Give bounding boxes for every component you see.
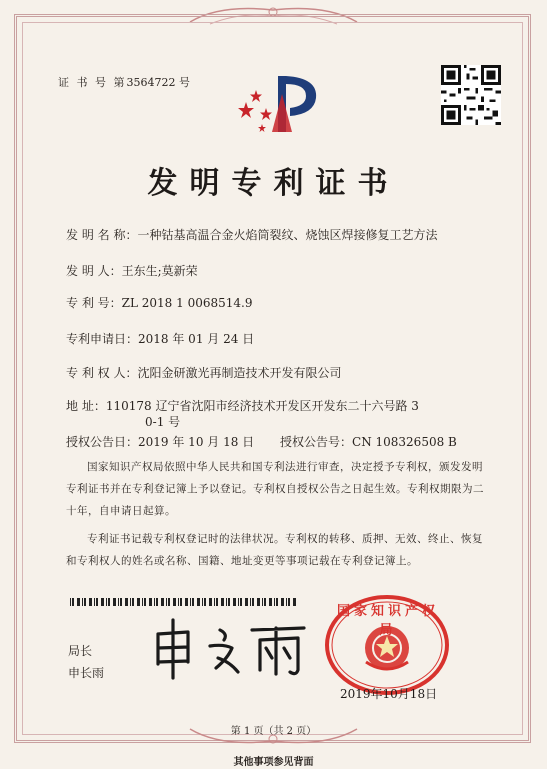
seal-text: 国家知识产权局	[336, 604, 439, 638]
field-value: 2019 年 10 月 18 日	[138, 435, 255, 449]
certificate-title: 发明专利证书	[147, 166, 400, 201]
signer-title: 局长	[68, 644, 93, 658]
field-label: 地 址：	[66, 399, 106, 413]
field-label: 专 利 号：	[66, 296, 122, 310]
body-paragraph-2: 专利证书记载专利权登记时的法律状况。专利权的转移、质押、无效、终止、恢复和专利权人的姓名或名称、国籍、地址变更等事项记载在专利登记簿上。	[66, 533, 483, 567]
cert-number-value: 3564722	[126, 76, 176, 89]
field-value: 一种钴基高温合金火焰筒裂纹、烧蚀区焊接修复工艺方法	[137, 228, 438, 242]
field-label: 专利申请日：	[66, 332, 139, 346]
field-address	[66, 397, 419, 414]
field-grant-date	[66, 433, 254, 450]
field-patentee	[66, 364, 341, 381]
field-label: 发 明 人：	[66, 264, 122, 278]
cert-number-label: 证 书 号 第	[58, 76, 127, 89]
field-application-date	[66, 330, 254, 347]
page-indicator: 第 1 页（共 2 页）	[230, 726, 317, 737]
field-value: ZL 2018 1 0068514.9	[121, 296, 253, 310]
footer-note: 其他事项参见背面	[233, 757, 314, 768]
bottom-ornament	[180, 723, 367, 749]
signer-name: 申长雨	[68, 666, 105, 680]
field-value: CN 108326508 B	[352, 435, 457, 449]
field-value: 沈阳金研激光再制造技术开发有限公司	[137, 366, 342, 380]
field-address-line2	[145, 413, 180, 430]
field-value: 2018 年 01 月 24 日	[138, 332, 255, 346]
seal-date: 2019年10月18日	[340, 687, 438, 701]
field-value: 王东生;莫新荣	[121, 264, 198, 278]
field-inventor	[66, 262, 198, 279]
certificate-number	[58, 74, 190, 90]
field-invention-name	[66, 226, 437, 243]
body-paragraph-1: 国家知识产权局依照中华人民共和国专利法进行审查，决定授予专利权，颁发发明专利证书并在专利登记簿上予以登记。专利权自授权公告之日起生效。专利权期限为二十年，自申请日起算。	[66, 461, 484, 517]
handwritten-signature	[148, 612, 318, 684]
qr-code-icon	[441, 65, 501, 125]
field-value: 110178 辽宁省沈阳市经济技术开发区开发东二十六号路 3	[105, 399, 419, 413]
field-label: 专 利 权 人：	[66, 366, 138, 380]
barcode-strip	[70, 598, 300, 606]
field-patent-number	[66, 294, 252, 311]
field-label: 发 明 名 称：	[66, 228, 138, 242]
field-label: 授权公告号：	[280, 435, 353, 449]
field-label: 授权公告日：	[66, 435, 139, 449]
cnipa-logo-icon	[238, 68, 326, 138]
field-value: 0-1 号	[145, 415, 181, 429]
cert-number-suffix: 号	[179, 76, 190, 89]
field-grant-number	[280, 433, 457, 450]
